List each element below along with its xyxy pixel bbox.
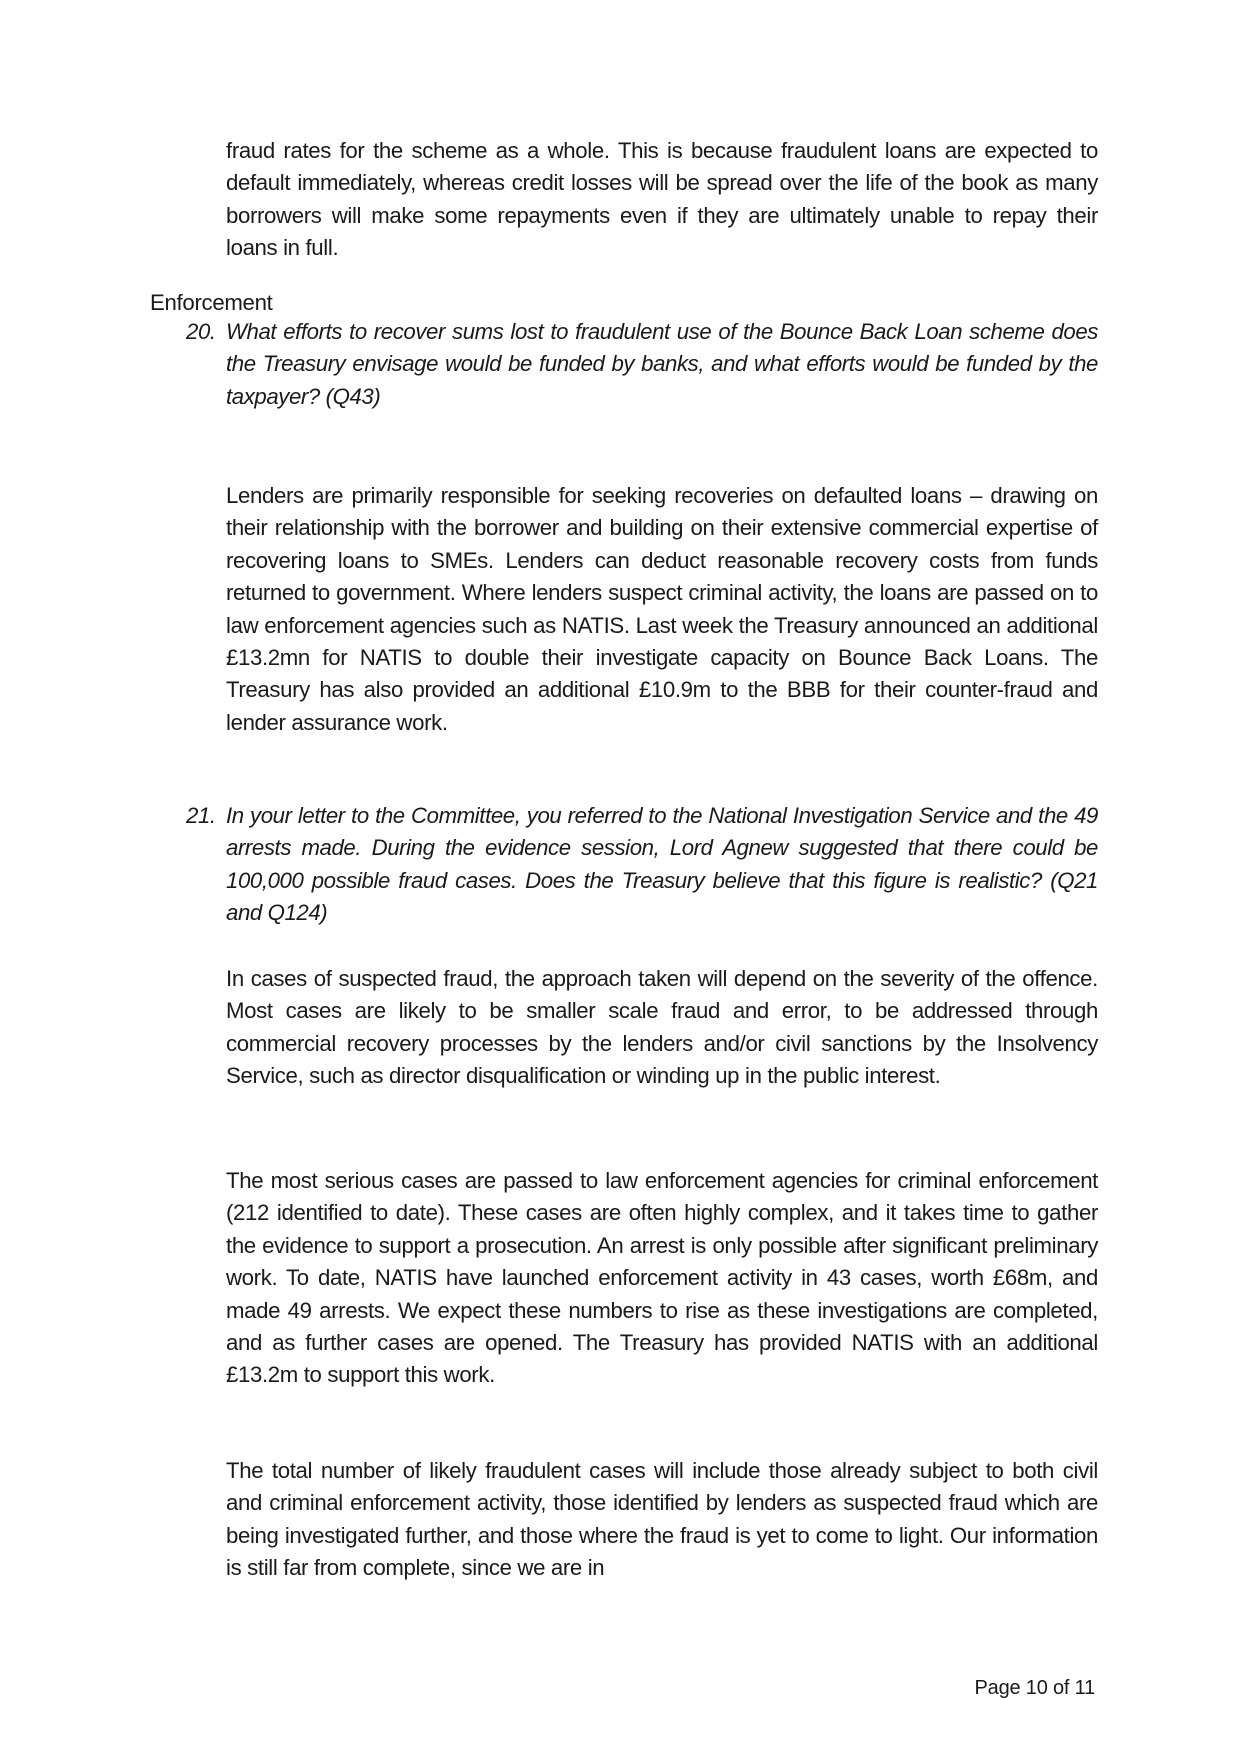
section-heading: Enforcement bbox=[150, 290, 273, 315]
answer-21-paragraph-3: The total number of likely fraudulent cases will include those already subject to both civil and criminal enforcement activity, those identified by lenders as suspected fraud which are being investigated further, and those where the fraud is yet to come to light. Our information is still far from complete, since we are in bbox=[226, 1458, 1098, 1581]
question-text: What efforts to recover sums lost to fraudulent use of the Bounce Back Loan scheme does the Treasury envisage would be funded by banks, and what efforts would be funded by the taxpayer? (Q43) bbox=[226, 319, 1098, 409]
question-20 bbox=[186, 316, 1098, 413]
question-number: 21. bbox=[186, 803, 216, 828]
intro-paragraph: fraud rates for the scheme as a whole. This is because fraudulent loans are expected to default immediately, whereas credit losses will be spread over the life of the book as many borrowers will make some repayments even if they are ultimately unable to repay their loans in full. bbox=[226, 138, 1098, 261]
question-21 bbox=[186, 800, 1098, 930]
answer-20-paragraph-1: Lenders are primarily responsible for seeking recoveries on defaulted loans – drawing on their relationship with the borrower and building on their extensive commercial expertise of recovering loans to SMEs. Lenders can deduct reasonable recovery costs from funds returned to government. Where lenders suspect criminal activity, the loans are passed on to law enforcement agencies such as NATIS. Last week the Treasury announced an additional £13.2mn for NATIS to double their investigate capacity on Bounce Back Loans. The Treasury has also provided an additional £10.9m to the BBB for their counter-fraud and lender assurance work. bbox=[226, 483, 1098, 735]
answer-21-paragraph-1: In cases of suspected fraud, the approach taken will depend on the severity of the offence. Most cases are likely to be smaller scale fraud and error, to be addressed through commercial recovery processes by the lenders and/or civil sanctions by the Insolvency Service, such as director disqualification or winding up in the public interest. bbox=[226, 966, 1098, 1089]
question-number: 20. bbox=[186, 319, 216, 344]
question-text: In your letter to the Committee, you referred to the National Investigation Service and the 49 arrests made. During the evidence session, Lord Agnew suggested that there could be 100,000 possible fraud cases. Does the Treasury believe that this figure is realistic? (Q21 and Q124) bbox=[226, 803, 1098, 926]
page-number: Page 10 of 11 bbox=[974, 1677, 1095, 1699]
answer-21-paragraph-2: The most serious cases are passed to law enforcement agencies for criminal enforcement (212 identified to date). These cases are often highly complex, and it takes time to gather the evidence to support a prosecution. An arrest is only possible after significant preliminary work. To date, NATIS have launched enforcement activity in 43 cases, worth £68m, and made 49 arrests. We expect these numbers to rise as these investigations are completed, and as further cases are opened. The Treasury has provided NATIS with an additional £13.2m to support this work. bbox=[226, 1168, 1098, 1388]
